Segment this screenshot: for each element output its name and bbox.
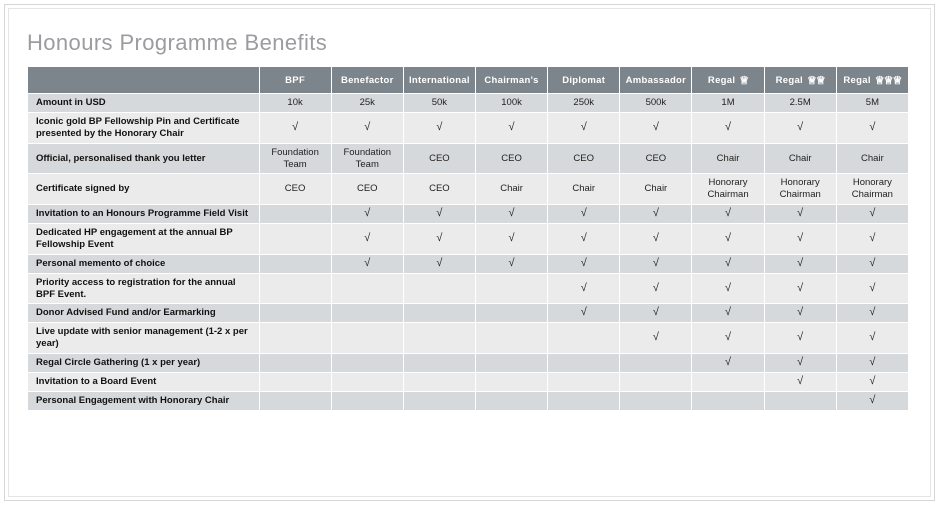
checkmark-icon: √ — [652, 331, 659, 344]
checkmark-icon: √ — [508, 256, 515, 269]
table-row — [28, 174, 908, 204]
checkmark-icon: √ — [725, 281, 732, 294]
column-header-7 — [692, 67, 763, 93]
table-cell — [837, 323, 908, 353]
table-cell — [837, 274, 908, 304]
cell-value: CEO — [284, 183, 306, 195]
table-cell — [692, 224, 763, 254]
table-cell — [837, 113, 908, 143]
table-cell — [837, 255, 908, 273]
checkmark-icon: √ — [797, 231, 804, 244]
column-header-label: Diplomat — [562, 74, 606, 86]
table-row — [28, 323, 908, 353]
column-header-6 — [620, 67, 691, 93]
column-header-label: Benefactor — [340, 74, 394, 86]
table-cell — [476, 304, 547, 322]
checkmark-icon: √ — [508, 207, 515, 220]
checkmark-icon: √ — [652, 120, 659, 133]
table-cell — [404, 113, 475, 143]
table-cell — [260, 354, 331, 372]
cell-value: CEO — [356, 183, 378, 195]
table-cell — [548, 392, 619, 410]
checkmark-icon: √ — [869, 331, 876, 344]
table-cell — [476, 354, 547, 372]
table-cell — [620, 274, 691, 304]
table-cell — [404, 373, 475, 391]
table-cell — [404, 323, 475, 353]
table-cell — [476, 323, 547, 353]
table-cell — [620, 224, 691, 254]
table-cell — [332, 274, 403, 304]
cell-value: Chair — [788, 152, 812, 164]
benefits-table — [27, 66, 909, 411]
checkmark-icon: √ — [797, 281, 804, 294]
cell-value: Foundation Team — [271, 146, 319, 170]
checkmark-icon: √ — [436, 231, 443, 244]
table-cell — [260, 323, 331, 353]
table-cell — [476, 113, 547, 143]
checkmark-icon: √ — [725, 256, 732, 269]
checkmark-icon: √ — [869, 306, 876, 319]
checkmark-icon: √ — [797, 374, 804, 387]
table-cell — [837, 354, 908, 372]
table-cell — [837, 392, 908, 410]
checkmark-icon: √ — [364, 256, 371, 269]
row-label: Personal memento of choice — [28, 255, 259, 273]
checkmark-icon: √ — [580, 256, 587, 269]
table-cell — [476, 144, 547, 174]
table-cell — [332, 113, 403, 143]
checkmark-icon: √ — [508, 231, 515, 244]
cell-value: 500k — [645, 97, 667, 108]
table-cell — [476, 274, 547, 304]
table-cell — [620, 144, 691, 174]
column-header-8 — [765, 67, 836, 93]
checkmark-icon: √ — [292, 120, 299, 133]
cell-value: Chair — [716, 152, 740, 164]
table-body — [28, 94, 908, 410]
checkmark-icon: √ — [652, 256, 659, 269]
column-header-label: Ambassador — [625, 74, 687, 86]
column-header-3 — [404, 67, 475, 93]
table-cell — [404, 274, 475, 304]
row-label: Live update with senior management (1-2 x per year) — [28, 323, 259, 353]
table-cell — [765, 174, 836, 204]
checkmark-icon: √ — [869, 281, 876, 294]
column-header-label: Regal — [775, 74, 803, 86]
cell-value: 5M — [865, 97, 879, 108]
table-row — [28, 304, 908, 322]
page-title: Honours Programme Benefits — [27, 30, 328, 55]
table-cell — [332, 304, 403, 322]
table-cell — [765, 373, 836, 391]
cell-value: Chair — [861, 152, 884, 164]
table-cell — [765, 392, 836, 410]
table-cell — [692, 274, 763, 304]
checkmark-icon: √ — [797, 356, 804, 368]
cell-value: Chair — [572, 183, 596, 195]
table-cell — [837, 144, 908, 174]
crown-icon: ♕ — [739, 74, 749, 87]
table-cell — [765, 113, 836, 143]
cell-value: 50k — [431, 97, 448, 108]
table-cell — [548, 174, 619, 204]
checkmark-icon: √ — [436, 256, 443, 269]
cell-value: 10k — [287, 97, 303, 108]
table-cell — [692, 144, 763, 174]
checkmark-icon: √ — [797, 207, 804, 220]
table-cell — [332, 224, 403, 254]
table-cell — [548, 354, 619, 372]
row-label: Personal Engagement with Honorary Chair — [28, 392, 259, 410]
checkmark-icon: √ — [869, 256, 876, 269]
cell-value: 100k — [501, 97, 522, 108]
table-row — [28, 392, 908, 410]
table-cell — [692, 392, 763, 410]
table-cell — [548, 205, 619, 223]
cell-value: 25k — [359, 97, 375, 108]
checkmark-icon: √ — [797, 120, 804, 133]
cell-value: CEO — [429, 183, 450, 195]
checkmark-icon: √ — [725, 331, 732, 344]
table-cell — [332, 354, 403, 372]
checkmark-icon: √ — [725, 207, 732, 220]
checkmark-icon: √ — [797, 331, 804, 344]
column-header-5 — [548, 67, 619, 93]
table-row — [28, 354, 908, 372]
table-cell — [476, 224, 547, 254]
table-cell — [404, 94, 475, 112]
checkmark-icon: √ — [364, 120, 371, 133]
table-cell — [837, 205, 908, 223]
column-header-label: BPF — [285, 74, 306, 86]
table-cell — [260, 373, 331, 391]
table-cell — [260, 144, 331, 174]
table-cell — [404, 224, 475, 254]
table-cell — [332, 373, 403, 391]
table-cell — [476, 255, 547, 273]
table-cell — [548, 323, 619, 353]
column-header-label: International — [408, 74, 470, 86]
table-cell — [260, 274, 331, 304]
cell-value: 250k — [573, 97, 595, 108]
table-cell — [332, 392, 403, 410]
table-cell — [548, 94, 619, 112]
row-label: Priority access to registration for the annual BPF Event. — [28, 274, 259, 304]
checkmark-icon: √ — [652, 231, 659, 244]
table-cell — [692, 94, 763, 112]
table-cell — [260, 255, 331, 273]
table-cell — [404, 205, 475, 223]
checkmark-icon: √ — [652, 306, 659, 319]
cell-value: Honorary Chairman — [707, 177, 749, 201]
table-header — [28, 67, 908, 93]
table-cell — [260, 94, 331, 112]
table-cell — [620, 255, 691, 273]
cell-value: Foundation Team — [343, 146, 392, 170]
table-cell — [692, 304, 763, 322]
cell-value: Honorary Chairman — [779, 177, 821, 201]
cell-value: Honorary Chairman — [851, 177, 893, 201]
checkmark-icon: √ — [869, 231, 876, 244]
table-cell — [548, 274, 619, 304]
table-cell — [332, 205, 403, 223]
slide-inner-frame — [8, 8, 931, 497]
table-cell — [765, 323, 836, 353]
table-cell — [548, 113, 619, 143]
table-cell — [765, 224, 836, 254]
table-row — [28, 373, 908, 391]
row-label: Official, personalised thank you letter — [28, 144, 259, 174]
slide-frame — [4, 4, 935, 501]
cell-value: CEO — [573, 152, 595, 164]
table-cell — [837, 94, 908, 112]
table-cell — [765, 354, 836, 372]
checkmark-icon: √ — [364, 207, 371, 220]
cell-value: Chair — [500, 183, 523, 195]
table-cell — [404, 354, 475, 372]
table-cell — [260, 224, 331, 254]
table-cell — [548, 144, 619, 174]
table-cell — [260, 113, 331, 143]
checkmark-icon: √ — [869, 374, 876, 387]
table-cell — [765, 205, 836, 223]
table-cell — [837, 224, 908, 254]
row-label: Invitation to an Honours Programme Field Visit — [28, 205, 259, 223]
table-cell — [692, 354, 763, 372]
cell-value: CEO — [429, 152, 450, 164]
table-cell — [260, 205, 331, 223]
table-cell — [620, 94, 691, 112]
checkmark-icon: √ — [580, 120, 587, 133]
table-cell — [692, 205, 763, 223]
table-cell — [476, 373, 547, 391]
benefits-table-container — [27, 66, 909, 411]
checkmark-icon: √ — [869, 356, 876, 368]
checkmark-icon: √ — [869, 207, 876, 220]
table-cell — [620, 113, 691, 143]
table-row — [28, 274, 908, 304]
column-header-label: Regal — [707, 74, 736, 86]
checkmark-icon: √ — [725, 120, 732, 133]
row-label: Invitation to a Board Event — [28, 373, 259, 391]
row-label: Dedicated HP engagement at the annual BP Fellowship Event — [28, 224, 259, 254]
checkmark-icon: √ — [797, 256, 804, 269]
checkmark-icon: √ — [725, 306, 732, 319]
table-cell — [692, 113, 763, 143]
table-row — [28, 94, 908, 112]
checkmark-icon: √ — [580, 231, 587, 244]
checkmark-icon: √ — [580, 281, 587, 294]
checkmark-icon: √ — [580, 306, 587, 319]
table-cell — [692, 174, 763, 204]
cell-value: CEO — [645, 152, 667, 164]
checkmark-icon: √ — [436, 120, 443, 133]
table-cell — [332, 255, 403, 273]
table-cell — [548, 224, 619, 254]
table-cell — [620, 323, 691, 353]
column-header-label: Regal — [843, 74, 871, 86]
table-cell — [332, 94, 403, 112]
row-label: Regal Circle Gathering (1 x per year) — [28, 354, 259, 372]
table-cell — [765, 304, 836, 322]
table-cell — [548, 373, 619, 391]
table-row — [28, 255, 908, 273]
checkmark-icon: √ — [652, 281, 659, 294]
checkmark-icon: √ — [652, 207, 659, 220]
checkmark-icon: √ — [725, 231, 732, 244]
table-cell — [548, 255, 619, 273]
row-label: Amount in USD — [28, 94, 259, 112]
table-cell — [692, 373, 763, 391]
crown-icon: ♕♕ — [807, 74, 825, 87]
table-cell — [260, 174, 331, 204]
checkmark-icon: √ — [580, 207, 587, 220]
checkmark-icon: √ — [364, 231, 371, 244]
table-row — [28, 205, 908, 223]
column-header-4 — [476, 67, 547, 93]
table-cell — [404, 255, 475, 273]
row-label: Iconic gold BP Fellowship Pin and Certificate presented by the Honorary Chair — [28, 113, 259, 143]
table-cell — [260, 304, 331, 322]
checkmark-icon: √ — [436, 207, 443, 220]
table-cell — [260, 392, 331, 410]
table-cell — [837, 174, 908, 204]
table-header-row — [28, 67, 908, 93]
column-header-1 — [260, 67, 331, 93]
table-cell — [548, 304, 619, 322]
table-cell — [476, 205, 547, 223]
column-header-label: Chairman's — [484, 74, 539, 86]
column-header-9 — [837, 67, 908, 93]
cell-value: 1M — [721, 97, 735, 108]
checkmark-icon: √ — [508, 120, 515, 133]
row-label: Donor Advised Fund and/or Earmarking — [28, 304, 259, 322]
checkmark-icon: √ — [869, 393, 876, 406]
table-cell — [692, 255, 763, 273]
table-cell — [404, 392, 475, 410]
table-cell — [404, 304, 475, 322]
table-cell — [332, 174, 403, 204]
table-cell — [837, 373, 908, 391]
table-cell — [404, 174, 475, 204]
checkmark-icon: √ — [797, 306, 804, 319]
table-corner-cell — [28, 67, 259, 93]
table-cell — [476, 94, 547, 112]
table-row — [28, 144, 908, 174]
table-row — [28, 224, 908, 254]
table-cell — [765, 144, 836, 174]
table-cell — [765, 94, 836, 112]
table-cell — [620, 354, 691, 372]
table-cell — [476, 174, 547, 204]
cell-value: Chair — [644, 183, 668, 195]
table-cell — [620, 373, 691, 391]
cell-value: 2.5M — [789, 97, 811, 108]
cell-value: CEO — [501, 152, 522, 164]
table-row — [28, 113, 908, 143]
table-cell — [620, 304, 691, 322]
checkmark-icon: √ — [869, 120, 876, 133]
crown-icon: ♕♕♕ — [874, 74, 902, 87]
table-cell — [332, 323, 403, 353]
table-cell — [692, 323, 763, 353]
table-cell — [765, 274, 836, 304]
table-cell — [620, 174, 691, 204]
table-cell — [620, 392, 691, 410]
row-label: Certificate signed by — [28, 174, 259, 204]
table-cell — [765, 255, 836, 273]
table-cell — [404, 144, 475, 174]
checkmark-icon: √ — [725, 356, 732, 368]
table-cell — [332, 144, 403, 174]
table-cell — [620, 205, 691, 223]
table-cell — [476, 392, 547, 410]
table-cell — [837, 304, 908, 322]
column-header-2 — [332, 67, 403, 93]
